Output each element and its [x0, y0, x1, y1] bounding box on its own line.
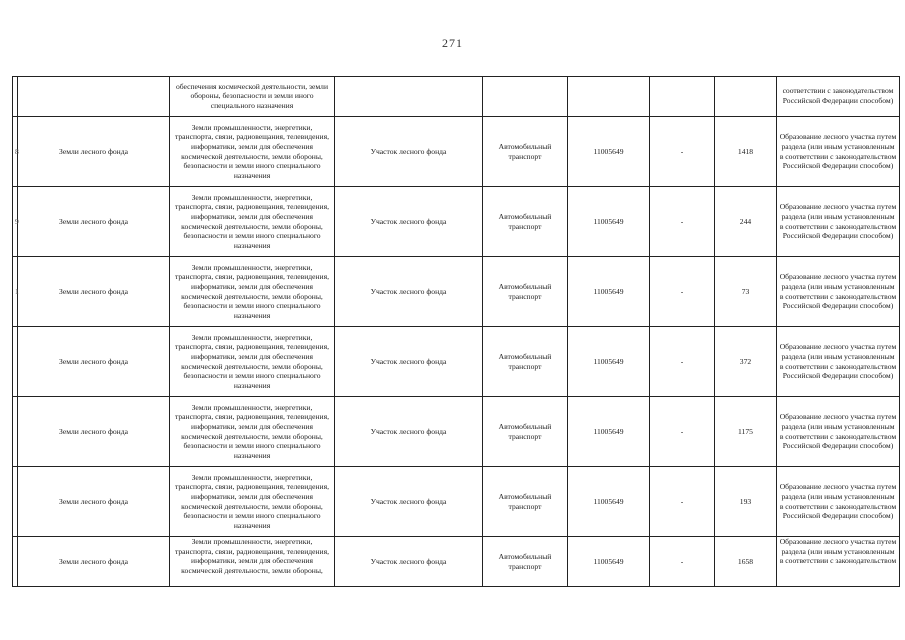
- area-value: 73: [715, 257, 777, 327]
- formation-method: Образование лесного участка путем раздела (или иным установленным в соответствии с законодательством Российской Федерации способом): [777, 467, 900, 537]
- plot-type: Участок лесного фонда: [335, 187, 483, 257]
- purpose-description: Земли промышленности, энергетики, транспорта, связи, радиовещания, телевидения, информатики, земли для обеспечения космической деятельности, земли обороны,: [170, 537, 335, 587]
- area-value: 1658: [715, 537, 777, 587]
- method-text: соответствии с законодательством Российской Федерации способом): [782, 86, 894, 105]
- dash-value: -: [650, 467, 715, 537]
- table-body: [13, 77, 900, 587]
- row-number: 9: [13, 187, 18, 257]
- area-value: 1175: [715, 397, 777, 467]
- land-registry-table: [12, 76, 900, 587]
- object-type: [483, 77, 568, 117]
- plot-type: [335, 77, 483, 117]
- purpose-description: [170, 77, 335, 117]
- plot-type: Участок лесного фонда: [335, 537, 483, 587]
- land-category: Земли лесного фонда: [18, 187, 170, 257]
- code-value: 11005649: [568, 467, 650, 537]
- code-value: 11005649: [568, 257, 650, 327]
- table-row: [13, 537, 900, 587]
- object-type: Автомобильный транспорт: [483, 257, 568, 327]
- table-row: [13, 467, 900, 537]
- land-category: Земли лесного фонда: [18, 467, 170, 537]
- table-row: [13, 397, 900, 467]
- code-value: 11005649: [568, 397, 650, 467]
- page-number: 271: [442, 36, 463, 50]
- area-value: [715, 77, 777, 117]
- purpose-description: Земли промышленности, энергетики, транспорта, связи, радиовещания, телевидения, информатики, земли для обеспечения космической деятельности, земли обороны, безопасности и земли иного специального назначения: [170, 467, 335, 537]
- area-value: 193: [715, 467, 777, 537]
- code-value: 11005649: [568, 537, 650, 587]
- object-type: Автомобильный транспорт: [483, 467, 568, 537]
- area-value: 244: [715, 187, 777, 257]
- formation-method: Образование лесного участка путем раздела (или иным установленным в соответствии с законодательством Российской Федерации способом): [777, 117, 900, 187]
- purpose-description: Земли промышленности, энергетики, транспорта, связи, радиовещания, телевидения, информатики, земли для обеспечения космической деятельности, земли обороны, безопасности и земли иного специального назначения: [170, 397, 335, 467]
- plot-type: Участок лесного фонда: [335, 257, 483, 327]
- code-value: 11005649: [568, 187, 650, 257]
- land-category: [18, 77, 170, 117]
- object-type: Автомобильный транспорт: [483, 537, 568, 587]
- purpose-description: Земли промышленности, энергетики, транспорта, связи, радиовещания, телевидения, информатики, земли для обеспечения космической деятельности, земли обороны, безопасности и земли иного специального назначения: [170, 187, 335, 257]
- land-category: Земли лесного фонда: [18, 537, 170, 587]
- object-type: Автомобильный транспорт: [483, 117, 568, 187]
- dash-value: -: [650, 187, 715, 257]
- area-value: 372: [715, 327, 777, 397]
- land-category: Земли лесного фонда: [18, 117, 170, 187]
- formation-method: [777, 77, 900, 117]
- formation-method: Образование лесного участка путем раздела (или иным установленным в соответствии с законодательством Российской Федерации способом): [777, 257, 900, 327]
- plot-type: Участок лесного фонда: [335, 117, 483, 187]
- area-value: 1418: [715, 117, 777, 187]
- plot-type: Участок лесного фонда: [335, 467, 483, 537]
- code-value: 11005649: [568, 327, 650, 397]
- dash-value: -: [650, 327, 715, 397]
- table-row: [13, 117, 900, 187]
- land-category: Земли лесного фонда: [18, 327, 170, 397]
- dash-value: -: [650, 117, 715, 187]
- object-type: Автомобильный транспорт: [483, 397, 568, 467]
- table-row: [13, 187, 900, 257]
- formation-method: Образование лесного участка путем раздела (или иным установленным в соответствии с законодательством: [777, 537, 900, 587]
- plot-type: Участок лесного фонда: [335, 327, 483, 397]
- dash-value: -: [650, 537, 715, 587]
- formation-method: Образование лесного участка путем раздела (или иным установленным в соответствии с законодательством Российской Федерации способом): [777, 187, 900, 257]
- table-row: [13, 257, 900, 327]
- row-number: 8: [13, 117, 18, 187]
- row-number: 1: [13, 257, 18, 327]
- land-category: Земли лесного фонда: [18, 397, 170, 467]
- formation-method: Образование лесного участка путем раздела (или иным установленным в соответствии с законодательством Российской Федерации способом): [777, 397, 900, 467]
- purpose-description: Земли промышленности, энергетики, транспорта, связи, радиовещания, телевидения, информатики, земли для обеспечения космической деятельности, земли обороны, безопасности и земли иного специального назначения: [170, 327, 335, 397]
- object-type: Автомобильный транспорт: [483, 327, 568, 397]
- land-category: Земли лесного фонда: [18, 257, 170, 327]
- formation-method: Образование лесного участка путем раздела (или иным установленным в соответствии с законодательством Российской Федерации способом): [777, 327, 900, 397]
- code-value: [568, 77, 650, 117]
- purpose-text: обеспечения космической деятельности, земли обороны, безопасности и земли иного специального назначения: [175, 81, 329, 110]
- object-type: Автомобильный транспорт: [483, 187, 568, 257]
- table-row: [13, 327, 900, 397]
- purpose-description: Земли промышленности, энергетики, транспорта, связи, радиовещания, телевидения, информатики, земли для обеспечения космической деятельности, земли обороны, безопасности и земли иного специального назначения: [170, 257, 335, 327]
- table-row: [13, 77, 900, 117]
- code-value: 11005649: [568, 117, 650, 187]
- purpose-description: Земли промышленности, энергетики, транспорта, связи, радиовещания, телевидения, информатики, земли для обеспечения космической деятельности, земли обороны, безопасности и земли иного специального назначения: [170, 117, 335, 187]
- plot-type: Участок лесного фонда: [335, 397, 483, 467]
- dash-value: -: [650, 257, 715, 327]
- dash-value: -: [650, 397, 715, 467]
- dash-value: [650, 77, 715, 117]
